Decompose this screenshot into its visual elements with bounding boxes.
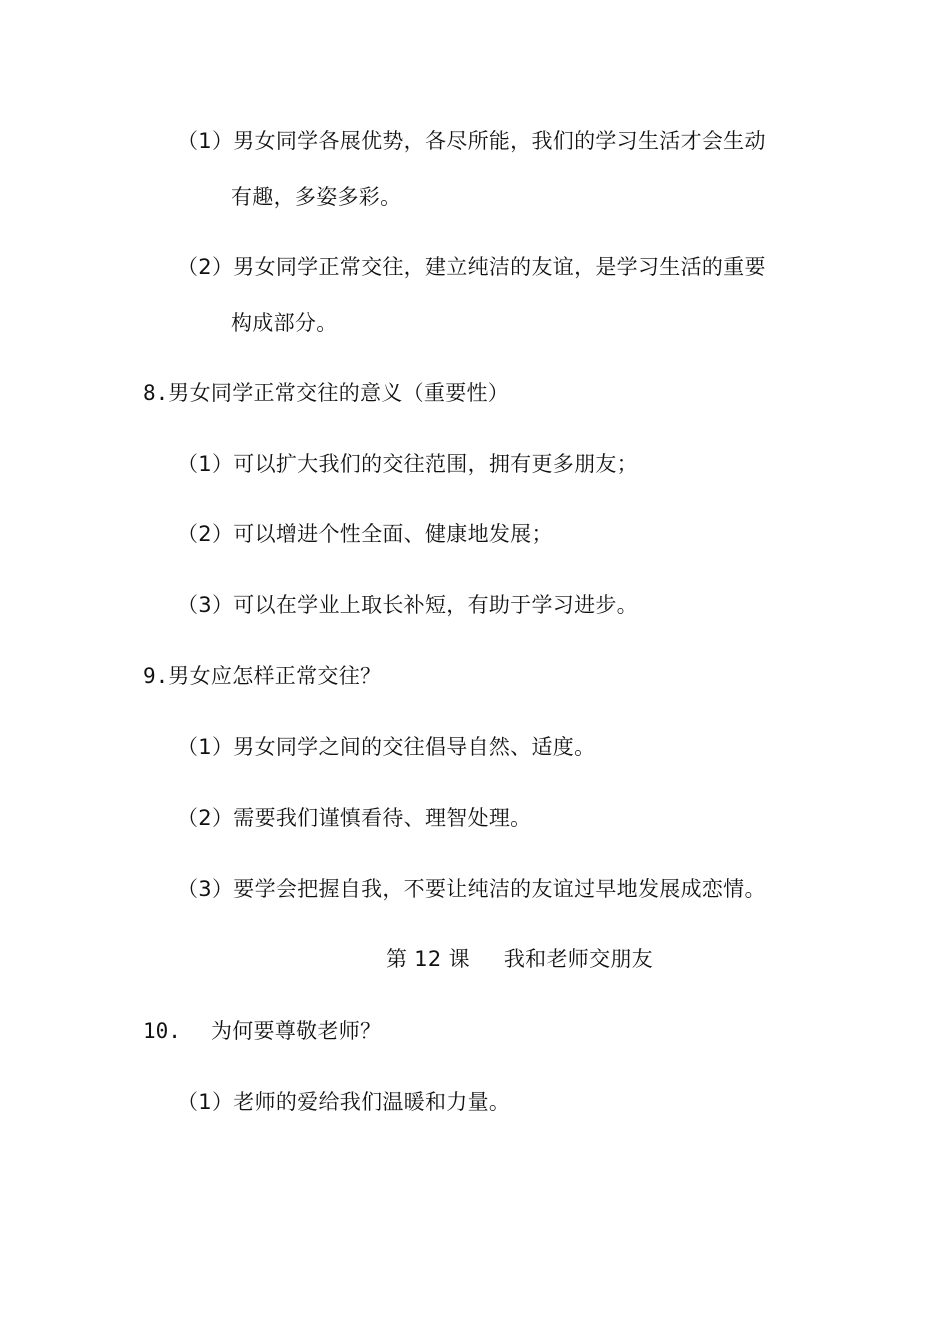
list-item-continuation: 构成部分。: [231, 311, 338, 335]
item-text: 需要我们谨慎看待、理智处理。: [233, 806, 532, 830]
item-marker: （1）: [177, 452, 234, 476]
item-marker: （1）: [177, 129, 234, 153]
list-item: [177, 874, 766, 904]
question-heading: [143, 661, 381, 691]
item-marker: （2）: [177, 806, 234, 830]
item-text: 可以扩大我们的交往范围，拥有更多朋友；: [233, 452, 638, 476]
item-text: 可以在学业上取长补短，有助于学习进步。: [233, 593, 638, 617]
item-marker: （1）: [177, 735, 234, 759]
item-text: 男女同学之间的交往倡导自然、适度。: [233, 735, 596, 759]
list-item: [177, 803, 531, 833]
item-text: 老师的爱给我们温暖和力量。: [233, 1090, 511, 1114]
list-item: [177, 590, 638, 620]
item-marker: （2）: [177, 255, 234, 279]
question-text: 为何要尊敬老师？: [210, 1019, 382, 1043]
list-item: [177, 126, 766, 156]
list-item: [177, 449, 638, 479]
item-marker: （3）: [177, 877, 234, 901]
list-item: [177, 252, 766, 282]
question-number: 10.: [143, 1019, 181, 1043]
list-item-continuation: 有趣，多姿多彩。: [231, 185, 402, 209]
question-heading: [143, 1016, 381, 1046]
list-item: [177, 1087, 510, 1117]
item-marker: （3）: [177, 593, 234, 617]
lesson-heading: [386, 944, 653, 974]
list-item: [177, 732, 595, 762]
item-text: 要学会把握自我，不要让纯洁的友谊过早地发展成恋情。: [233, 877, 766, 901]
question-text: 男女同学正常交往的意义（重要性）: [168, 381, 510, 405]
item-marker: （1）: [177, 1090, 234, 1114]
item-marker: （2）: [177, 522, 234, 546]
list-item: [177, 519, 553, 549]
question-number: 8.: [143, 381, 169, 405]
item-text: 可以增进个性全面、健康地发展；: [233, 522, 553, 546]
question-text: 男女应怎样正常交往？: [168, 664, 382, 688]
item-text: 男女同学正常交往，建立纯洁的友谊，是学习生活的重要: [233, 255, 766, 279]
question-number: 9.: [143, 664, 169, 688]
lesson-title: 我和老师交朋友: [503, 947, 653, 971]
question-heading: [143, 378, 509, 408]
lesson-label: 第 12 课: [386, 947, 470, 971]
item-text: 男女同学各展优势，各尽所能，我们的学习生活才会生动: [233, 129, 766, 153]
